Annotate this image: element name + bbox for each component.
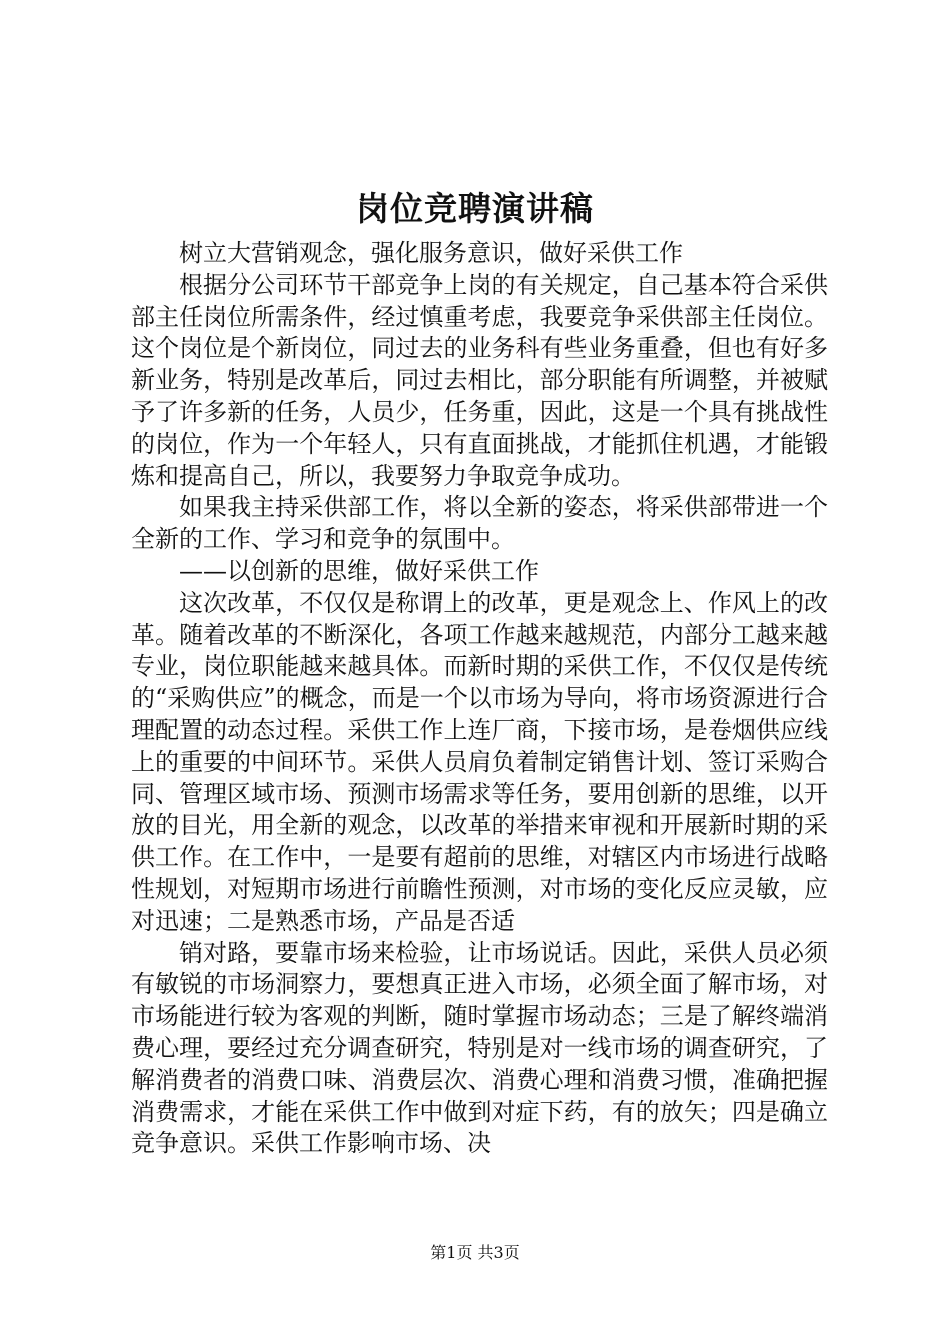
paragraph: 这次改革，不仅仅是称谓上的改革，更是观念上、作风上的改革。随着改革的不断深化，各项工作越来越规范，内部分工越来越专业，岗位职能越来越具体。而新时期的采供工作，不仅仅是传统的“采购供应”的概念，而是一个以市场为导向，将市场资源进行合理配置的动态过程。采供工作上连厂商，下接市场，是卷烟供应线上的重要的中间环节。采供人员肩负着制定销售计划、签订采购合同、管理区域市场、预测市场需求等任务，要用创新的思维，以开放的目光，用全新的观念，以改革的举措来审视和开展新时期的采供工作。在工作中，一是要有超前的思维，对辖区内市场进行战略性规划，对短期市场进行前瞻性预测，对市场的变化反应灵敏，应对迅速；二是熟悉市场，产品是否适 (131, 588, 828, 935)
paragraph: 根据分公司环节干部竞争上岗的有关规定，自己基本符合采供部主任岗位所需条件，经过慎重考虑，我要竞争采供部主任岗位。这个岗位是个新岗位，同过去的业务科有些业务重叠，但也有好多新业务，特别是改革后，同过去相比，部分职能有所调整，并被赋予了许多新的任务，人员少，任务重，因此，这是一个具有挑战性的岗位，作为一个年轻人，只有直面挑战，才能抓住机遇，才能锻炼和提高自己，所以，我要努力争取竞争成功。 (131, 270, 828, 490)
document-title: 岗位竞聘演讲稿 (356, 189, 594, 228)
paragraph: 树立大营销观念，强化服务意识，做好采供工作 (179, 239, 683, 267)
page-number-footer: 第1页 共3页 (430, 1243, 520, 1262)
document-body (131, 238, 828, 1160)
paragraph: 销对路，要靠市场来检验，让市场说话。因此，采供人员必须有敏锐的市场洞察力，要想真正进入市场，必须全面了解市场，对市场能进行较为客观的判断，随时掌握市场动态；三是了解终端消费心理，要经过充分调查研究，特别是对一线市场的调查研究，了解消费者的消费口味、消费层次、消费心理和消费习惯，准确把握消费需求，才能在采供工作中做到对症下药，有的放矢；四是确立竞争意识。采供工作影响市场、决 (131, 938, 828, 1158)
paragraph: 如果我主持采供部工作，将以全新的姿态，将采供部带进一个全新的工作、学习和竞争的氛围中。 (131, 493, 828, 554)
section-heading: ——以创新的思维，做好采供工作 (179, 556, 539, 585)
